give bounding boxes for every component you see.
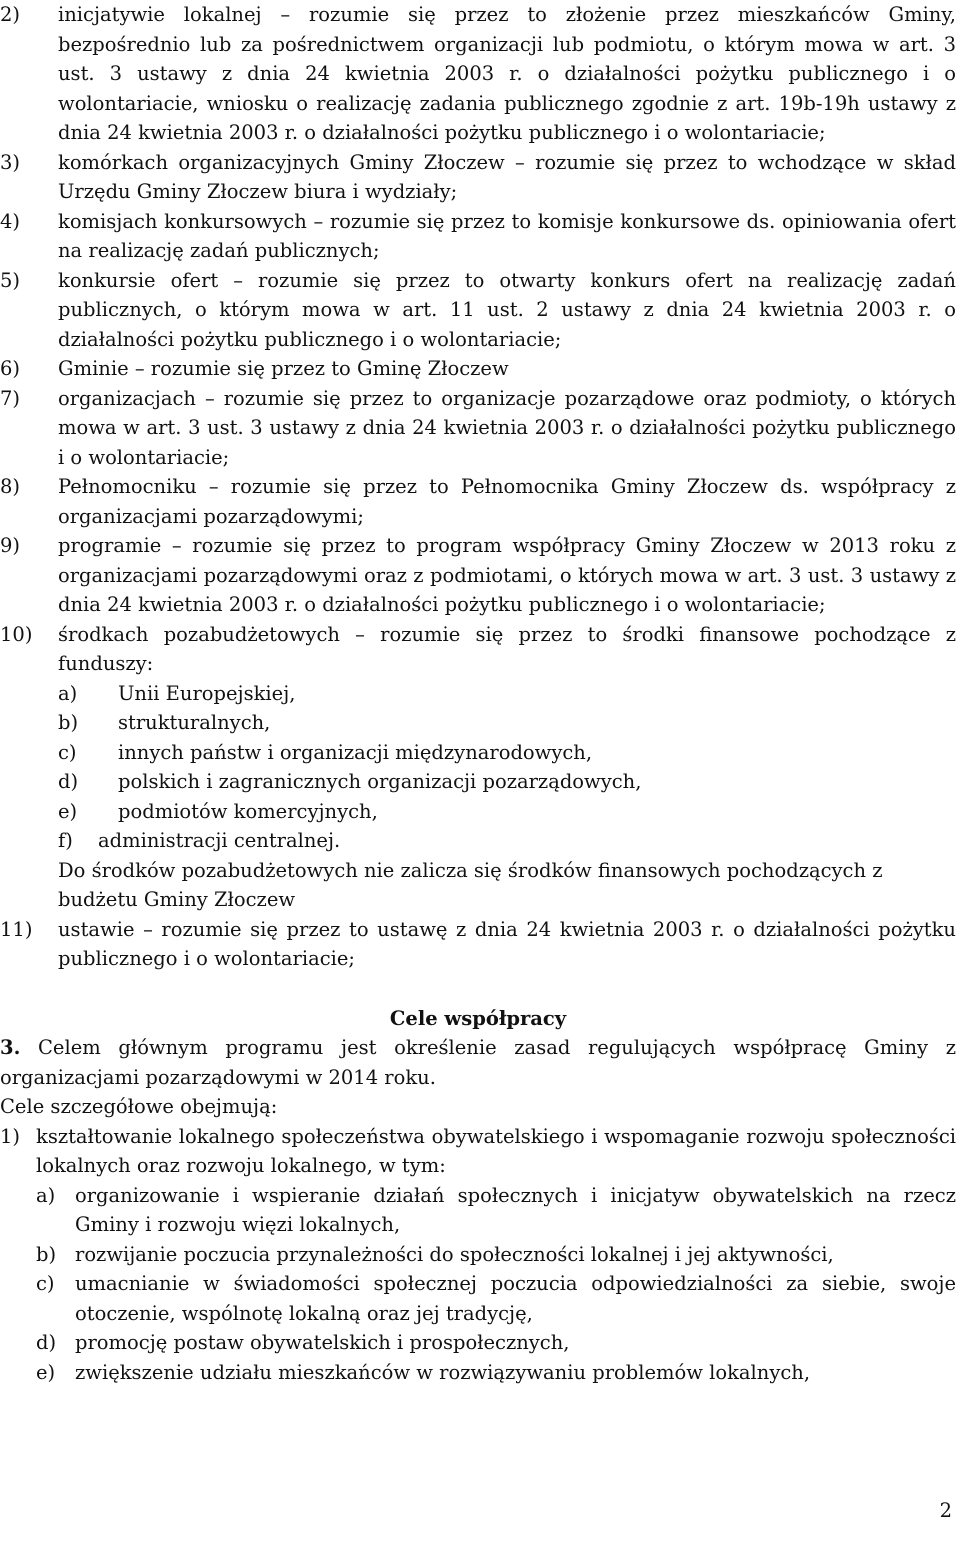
list-item [58,679,956,709]
list-item [36,1328,956,1358]
list-item [58,767,956,797]
item-text: komórkach organizacyjnych Gminy Złoczew – rozumie się przez to wchodzące w skład Urzędu Gminy Złoczew biura i wydziały; [58,150,956,203]
section-heading: Cele współpracy [389,1006,567,1030]
item-letter: d) [58,770,79,793]
item-letter: c) [36,1272,55,1295]
item-letter: b) [36,1242,57,1266]
item-letter: d) [36,1331,57,1354]
goals-list [0,1122,956,1388]
item-letter: a) [36,1183,56,1207]
item-number: 1) [0,1124,21,1148]
item-number: 2) [0,3,21,26]
definition-item [0,354,956,384]
item-text: komisjach konkursowych – rozumie się przez to komisje konkursowe ds. opiniowania ofert na realizację zadań publicznych; [58,209,956,262]
definition-item [0,207,956,266]
item-text: polskich i zagranicznych organizacji pozarządowych, [118,770,642,793]
item-letter: a) [58,681,78,705]
item-number: 11) [0,917,33,941]
item-number: 3) [0,150,21,174]
paragraph-number: 3. [0,1036,21,1059]
item-number: 6) [0,357,21,380]
list-item [36,1240,956,1270]
item-text: ustawie – rozumie się przez to ustawę z dnia 24 kwietnia 2003 r. o działalności pożytku publicznego i o wolontariacie; [58,917,956,970]
list-item [58,708,956,738]
item-text: Pełnomocniku – rozumie się przez to Pełnomocnika Gminy Złoczew ds. współpracy z organizacjami pozarządowymi; [58,475,956,528]
item-text: innych państw i organizacji międzynarodowych, [118,740,593,764]
paragraph-text: Celem głównym programu jest określenie zasad regulujących współpracę Gminy z organizacjami pozarządowymi w 2014 roku. [0,1036,956,1089]
item-number: 4) [0,209,21,233]
item-text: zwiększenie udziału mieszkańców w rozwiązywaniu problemów lokalnych, [75,1360,811,1384]
item-text: Unii Europejskiej, [118,681,296,705]
item-text: Gminie – rozumie się przez to Gminę Złoczew [58,357,509,380]
item-text: organizacjach – rozumie się przez to organizacje pozarządowe oraz podmioty, o których mowa w art. 3 ust. 3 ustawy z dnia 24 kwietnia 2003 r. o działalności pożytku publicznego i o wolontariacie; [58,386,956,469]
item-number: 9) [0,534,21,557]
list-item [36,1181,956,1240]
list-item [36,1358,956,1388]
definition-item-funding [0,620,956,915]
item-number: 5) [0,268,21,292]
item-letter: e) [58,799,78,823]
definition-item [0,915,956,974]
definition-item [0,266,956,355]
item-text: rozwijanie poczucia przynależności do społeczności lokalnej i jej aktywności, [75,1242,834,1266]
item-letter: f) [58,829,73,852]
item-text: promocję postaw obywatelskich i prospołecznych, [75,1331,570,1354]
item-text: podmiotów komercyjnych, [118,799,378,823]
page-number: 2 [939,1499,952,1522]
specific-goals-intro: Cele szczegółowe obejmują: [0,1095,278,1118]
definition-item [0,384,956,473]
item-number: 8) [0,475,21,498]
item-letter: e) [36,1360,56,1384]
exclusion-note: Do środków pozabudżetowych nie zalicza się środków finansowych pochodzących z budżetu Gminy Złoczew [58,858,883,911]
goal-subitems-list [36,1181,956,1388]
definition-item [0,531,956,620]
item-text: organizowanie i wspieranie działań społecznych i inicjatyw obywatelskich na rzecz Gminy i rozwoju więzi lokalnych, [75,1183,956,1236]
list-item [58,738,956,768]
item-number: 10) [0,622,33,646]
definition-item [0,0,956,148]
item-letter: c) [58,740,77,764]
definition-item [0,472,956,531]
main-goal-paragraph [0,1033,956,1092]
item-text: inicjatywie lokalnej – rozumie się przez to złożenie przez mieszkańców Gminy, bezpośrednio lub za pośrednictwem organizacji lub podmiotu, o którym mowa w art. 3 ust. 3 ustawy z dnia 24 kwietnia 2003 r. o działalności pożytku publicznego i o wolontariacie, wniosku o realizację zadania publicznego zgodnie z art. 19b-19h ustawy z dnia 24 kwietnia 2003 r. o działalności pożytku publicznego i o wolontariacie; [58,3,956,144]
item-text: kształtowanie lokalnego społeczeństwa obywatelskiego i wspomaganie rozwoju społeczności lokalnych oraz rozwoju lokalnego, w tym: [36,1124,956,1177]
definition-item [0,148,956,207]
item-text: konkursie ofert – rozumie się przez to otwarty konkurs ofert na realizację zadań publicznych, o którym mowa w art. 11 ust. 2 ustawy z dnia 24 kwietnia 2003 r. o działalności pożytku publicznego i o wolontariacie; [58,268,956,351]
list-item [36,1269,956,1328]
list-item [58,797,956,827]
funding-sources-list [58,679,956,856]
item-text: programie – rozumie się przez to program współpracy Gminy Złoczew w 2013 roku z organizacjami pozarządowymi oraz z podmiotami, o których mowa w art. 3 ust. 3 ustawy z dnia 24 kwietnia 2003 r. o działalności pożytku publicznego i o wolontariacie; [58,534,956,616]
item-text: administracji centralnej. [98,829,341,852]
item-text: umacnianie w świadomości społecznej poczucia odpowiedzialności za siebie, swoje otoczenie, wspólnotę lokalną oraz jej tradycję, [75,1272,956,1325]
item-text: środkach pozabudżetowych – rozumie się przez to środki finansowe pochodzące z funduszy: [58,622,956,675]
item-number: 7) [0,386,21,410]
item-text: strukturalnych, [118,711,271,734]
goal-item [0,1122,956,1388]
list-item [58,826,956,856]
item-letter: b) [58,711,79,734]
